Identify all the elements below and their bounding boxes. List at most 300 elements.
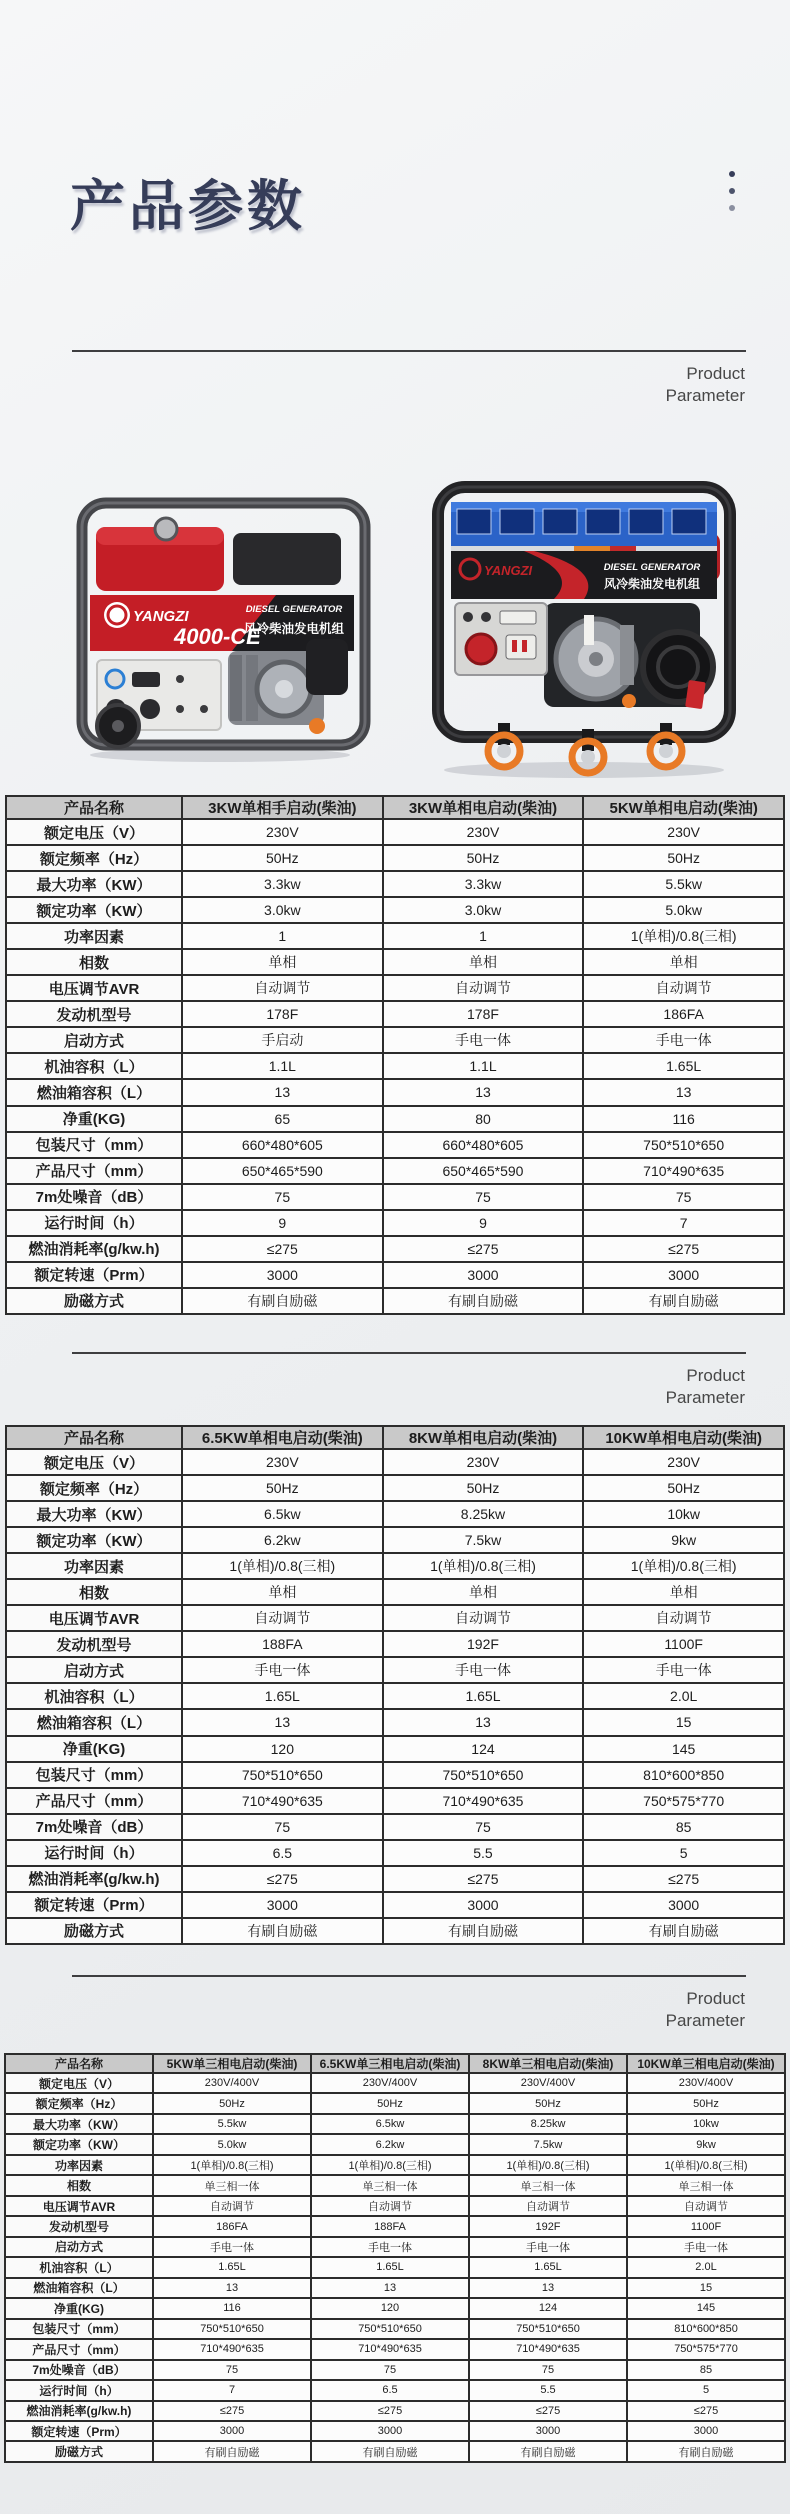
- spec-value: 75: [311, 2360, 469, 2380]
- spec-row: [6, 1840, 784, 1866]
- spec-value: 1(单相)/0.8(三相): [627, 2155, 785, 2175]
- spec-value: 750*575*770: [583, 1788, 784, 1814]
- spec-row: [5, 2278, 785, 2298]
- spec-row: [6, 1236, 784, 1262]
- spec-value: 50Hz: [583, 1475, 784, 1501]
- spec-value: 有刷自励磁: [627, 2441, 785, 2462]
- spec-row: [6, 1657, 784, 1683]
- spec-value: 5.5: [383, 1840, 584, 1866]
- spec-value: 7: [583, 1210, 784, 1236]
- spec-value: 3000: [583, 1262, 784, 1288]
- spec-row: [6, 949, 784, 975]
- spec-value: 145: [627, 2298, 785, 2318]
- spec-value: 710*490*635: [583, 1158, 784, 1184]
- spec-value: 120: [182, 1736, 383, 1762]
- spec-value: 自动调节: [311, 2196, 469, 2216]
- spec-value: 手电一体: [469, 2237, 627, 2257]
- spec-value: 50Hz: [383, 1475, 584, 1501]
- spec-row: [6, 1449, 784, 1475]
- spec-value: 65: [182, 1106, 383, 1132]
- spec-value: 230V/400V: [627, 2073, 785, 2093]
- feature-banner: [451, 502, 717, 551]
- spec-row-label: 7m处噪音（dB）: [6, 1184, 182, 1210]
- spec-row-label: 额定频率（Hz）: [6, 845, 182, 871]
- spec-row-label: 7m处噪音（dB）: [5, 2360, 153, 2380]
- caption-line1: Product: [686, 1366, 745, 1385]
- section-caption: [0, 1988, 790, 2032]
- spec-header-product: 3KW单相手启动(柴油): [182, 796, 383, 819]
- spec-value: 75: [583, 1184, 784, 1210]
- spec-value: 单相: [182, 1579, 383, 1605]
- spec-value: 1100F: [583, 1631, 784, 1657]
- spec-value: 230V: [383, 1449, 584, 1475]
- spec-value: 230V/400V: [153, 2073, 311, 2093]
- caption-line1: Product: [686, 1989, 745, 2008]
- spec-row-label: 相数: [5, 2175, 153, 2195]
- spec-value: 50Hz: [311, 2093, 469, 2113]
- spec-value: 9: [182, 1210, 383, 1236]
- spec-row: [5, 2175, 785, 2195]
- spec-value: 178F: [182, 1001, 383, 1027]
- spec-row-label: 电压调节AVR: [6, 1605, 182, 1631]
- spec-value: 3000: [627, 2421, 785, 2441]
- spec-value: 188FA: [311, 2216, 469, 2236]
- spec-value: 1.65L: [182, 1683, 383, 1709]
- spec-value: ≤275: [583, 1866, 784, 1892]
- spec-value: 230V: [182, 819, 383, 845]
- spec-row-label: 燃油箱容积（L）: [6, 1709, 182, 1735]
- spec-value: 1(单相)/0.8(三相): [311, 2155, 469, 2175]
- spec-value: 3.3kw: [383, 871, 584, 897]
- spec-header-product: 6.5KW单相电启动(柴油): [182, 1426, 383, 1449]
- spec-row: [6, 845, 784, 871]
- spec-value: 3000: [182, 1892, 383, 1918]
- spec-value: 3000: [153, 2421, 311, 2441]
- spec-value: 3000: [182, 1262, 383, 1288]
- spec-value: 6.5kw: [182, 1501, 383, 1527]
- spec-value: 手电一体: [153, 2237, 311, 2257]
- spec-row-label: 7m处噪音（dB）: [6, 1814, 182, 1840]
- spec-row: [6, 1736, 784, 1762]
- spec-value: 10kw: [627, 2114, 785, 2134]
- spec-value: 3000: [383, 1262, 584, 1288]
- spec-row-label: 产品尺寸（mm）: [6, 1788, 182, 1814]
- spec-value: 6.5: [182, 1840, 383, 1866]
- spec-value: 178F: [383, 1001, 584, 1027]
- spec-row-label: 包装尺寸（mm）: [6, 1762, 182, 1788]
- spec-value: 自动调节: [182, 975, 383, 1001]
- spec-value: 710*490*635: [182, 1788, 383, 1814]
- spec-value: 188FA: [182, 1631, 383, 1657]
- spec-value: 有刷自励磁: [469, 2441, 627, 2462]
- spec-value: 1.65L: [469, 2257, 627, 2277]
- spec-value: 2.0L: [627, 2257, 785, 2277]
- spec-value: 15: [627, 2278, 785, 2298]
- spec-value: 手电一体: [627, 2237, 785, 2257]
- spec-value: 5.0kw: [583, 897, 784, 923]
- spec-row: [5, 2216, 785, 2236]
- spec-row-label: 电压调节AVR: [6, 975, 182, 1001]
- spec-value: 230V/400V: [311, 2073, 469, 2093]
- spec-value: 750*510*650: [182, 1762, 383, 1788]
- spec-row-label: 额定转速（Prm）: [5, 2421, 153, 2441]
- spec-row: [6, 1788, 784, 1814]
- spec-row: [6, 1288, 784, 1314]
- spec-value: ≤275: [182, 1236, 383, 1262]
- spec-row: [5, 2380, 785, 2400]
- spec-value: ≤275: [383, 1866, 584, 1892]
- spec-value: 单相: [383, 949, 584, 975]
- spec-value: 120: [311, 2298, 469, 2318]
- spec-row: [5, 2196, 785, 2216]
- spec-row-label: 额定频率（Hz）: [5, 2093, 153, 2113]
- spec-row-label: 功率因素: [5, 2155, 153, 2175]
- spec-value: 3000: [383, 1892, 584, 1918]
- spec-value: 50Hz: [627, 2093, 785, 2113]
- fuel-tank: [96, 518, 224, 591]
- spec-value: 75: [182, 1184, 383, 1210]
- spec-header-product: 10KW单三相电启动(柴油): [627, 2054, 785, 2073]
- spec-value: 1.65L: [383, 1683, 584, 1709]
- brand-name-text: YANGZI: [133, 608, 189, 625]
- spec-row: [6, 1053, 784, 1079]
- divider-line: [72, 1352, 746, 1354]
- spec-value: 810*600*850: [583, 1762, 784, 1788]
- spec-row: [6, 1210, 784, 1236]
- spec-value: 有刷自励磁: [182, 1288, 383, 1314]
- spec-header-product: 5KW单相电启动(柴油): [583, 796, 784, 819]
- spec-row-label: 发动机型号: [6, 1631, 182, 1657]
- spec-row: [6, 1106, 784, 1132]
- spec-value: 单相: [583, 949, 784, 975]
- spec-value: 230V: [583, 819, 784, 845]
- spec-row: [6, 1762, 784, 1788]
- spec-value: 自动调节: [182, 1605, 383, 1631]
- spec-value: 自动调节: [583, 975, 784, 1001]
- spec-value: 750*510*650: [383, 1762, 584, 1788]
- spec-value: 8.25kw: [469, 2114, 627, 2134]
- section-caption: [0, 1365, 790, 1409]
- spec-value: 13: [311, 2278, 469, 2298]
- spec-row-label: 净重(KG): [5, 2298, 153, 2318]
- spec-value: 5.0kw: [153, 2134, 311, 2154]
- spec-value: 8.25kw: [383, 1501, 584, 1527]
- spec-value: 手电一体: [383, 1657, 584, 1683]
- spec-row: [6, 1553, 784, 1579]
- spec-value: 5.5kw: [153, 2114, 311, 2134]
- spec-value: 124: [469, 2298, 627, 2318]
- spec-header-row: [5, 2054, 785, 2073]
- spec-header-product: 3KW单相电启动(柴油): [383, 796, 584, 819]
- spec-value: 1(单相)/0.8(三相): [469, 2155, 627, 2175]
- spec-table-single-phase-small: [5, 795, 785, 1315]
- divider-line: [72, 1975, 746, 1977]
- spec-row: [6, 923, 784, 949]
- spec-row-label: 机油容积（L）: [5, 2257, 153, 2277]
- spec-value: 85: [583, 1814, 784, 1840]
- spec-value: 自动调节: [583, 1605, 784, 1631]
- spec-table-three-phase: [4, 2053, 786, 2463]
- spec-value: 3.0kw: [383, 897, 584, 923]
- wheel: [97, 705, 139, 747]
- spec-value: ≤275: [383, 1236, 584, 1262]
- spec-row-label: 机油容积（L）: [6, 1053, 182, 1079]
- spec-row: [6, 1605, 784, 1631]
- type-cn-text: 风冷柴油发电机组: [603, 577, 701, 591]
- spec-value: 750*510*650: [153, 2319, 311, 2339]
- spec-value: 1(单相)/0.8(三相): [383, 1553, 584, 1579]
- type-en-text: DIESEL GENERATOR: [603, 562, 701, 573]
- spec-row: [5, 2421, 785, 2441]
- spec-value: 15: [583, 1709, 784, 1735]
- product-images: [0, 455, 790, 785]
- spec-value: 75: [383, 1814, 584, 1840]
- spec-value: ≤275: [469, 2401, 627, 2421]
- spec-header-product: 8KW单相电启动(柴油): [383, 1426, 584, 1449]
- spec-value: 有刷自励磁: [153, 2441, 311, 2462]
- spec-value: ≤275: [182, 1866, 383, 1892]
- spec-value: 80: [383, 1106, 584, 1132]
- spec-value: 75: [383, 1184, 584, 1210]
- spec-value: 7.5kw: [383, 1527, 584, 1553]
- spec-value: 5.5: [469, 2380, 627, 2400]
- spec-value: 13: [182, 1709, 383, 1735]
- spec-value: ≤275: [583, 1236, 784, 1262]
- spec-row-label: 启动方式: [6, 1027, 182, 1053]
- spec-value: 660*480*605: [383, 1132, 584, 1158]
- spec-row-label: 启动方式: [6, 1657, 182, 1683]
- spec-row-label: 最大功率（KW）: [6, 1501, 182, 1527]
- spec-row: [5, 2073, 785, 2093]
- spec-value: 145: [583, 1736, 784, 1762]
- spec-value: 50Hz: [153, 2093, 311, 2113]
- spec-row: [6, 1184, 784, 1210]
- spec-header-name: 产品名称: [5, 2054, 153, 2073]
- brand-name-text: YANGZI: [484, 563, 533, 578]
- spec-row-label: 包装尺寸（mm）: [6, 1132, 182, 1158]
- spec-row: [5, 2401, 785, 2421]
- spec-row-label: 电压调节AVR: [5, 2196, 153, 2216]
- spec-row: [6, 1866, 784, 1892]
- spec-row-label: 额定功率（KW）: [6, 1527, 182, 1553]
- spec-value: 有刷自励磁: [383, 1288, 584, 1314]
- spec-row: [6, 1709, 784, 1735]
- spec-row-label: 净重(KG): [6, 1106, 182, 1132]
- spec-row: [5, 2319, 785, 2339]
- spec-value: 186FA: [153, 2216, 311, 2236]
- spec-row: [6, 897, 784, 923]
- spec-row-label: 燃油箱容积（L）: [5, 2278, 153, 2298]
- spec-value: 1(单相)/0.8(三相): [153, 2155, 311, 2175]
- spec-row: [5, 2134, 785, 2154]
- spec-header-product: 8KW单三相电启动(柴油): [469, 2054, 627, 2073]
- spec-value: 手启动: [182, 1027, 383, 1053]
- spec-value: 50Hz: [182, 1475, 383, 1501]
- spec-value: 6.2kw: [311, 2134, 469, 2154]
- spec-value: 50Hz: [182, 845, 383, 871]
- spec-row-label: 最大功率（KW）: [6, 871, 182, 897]
- spec-value: 手电一体: [311, 2237, 469, 2257]
- spec-value: 660*480*605: [182, 1132, 383, 1158]
- spec-value: 7.5kw: [469, 2134, 627, 2154]
- spec-value: 750*575*770: [627, 2339, 785, 2359]
- spec-row-label: 燃油消耗率(g/kw.h): [6, 1236, 182, 1262]
- spec-row-label: 发动机型号: [6, 1001, 182, 1027]
- spec-row-label: 产品尺寸（mm）: [6, 1158, 182, 1184]
- spec-value: 230V: [182, 1449, 383, 1475]
- spec-row-label: 额定电压（V）: [6, 1449, 182, 1475]
- spec-row: [5, 2093, 785, 2113]
- spec-value: 3000: [583, 1892, 784, 1918]
- spec-value: 750*510*650: [311, 2319, 469, 2339]
- spec-value: 1(单相)/0.8(三相): [583, 923, 784, 949]
- spec-value: 116: [153, 2298, 311, 2318]
- spec-header-product: 10KW单相电启动(柴油): [583, 1426, 784, 1449]
- spec-value: 自动调节: [383, 975, 584, 1001]
- spec-value: 75: [153, 2360, 311, 2380]
- spec-row-label: 额定功率（KW）: [5, 2134, 153, 2154]
- spec-value: 9: [383, 1210, 584, 1236]
- spec-row: [6, 1475, 784, 1501]
- spec-value: 1.65L: [311, 2257, 469, 2277]
- spec-row-label: 额定转速（Prm）: [6, 1262, 182, 1288]
- spec-row-label: 燃油箱容积（L）: [6, 1079, 182, 1105]
- spec-value: 9kw: [627, 2134, 785, 2154]
- spec-row: [6, 1132, 784, 1158]
- spec-value: 1.65L: [153, 2257, 311, 2277]
- spec-row-label: 最大功率（KW）: [5, 2114, 153, 2134]
- divider-line: [72, 350, 746, 352]
- spec-row: [6, 1892, 784, 1918]
- spec-row-label: 启动方式: [5, 2237, 153, 2257]
- spec-value: 手电一体: [583, 1657, 784, 1683]
- spec-row-label: 机油容积（L）: [6, 1683, 182, 1709]
- spec-value: 5: [627, 2380, 785, 2400]
- page-title: 产品参数: [70, 175, 307, 237]
- spec-value: 650*465*590: [182, 1158, 383, 1184]
- spec-value: 750*510*650: [583, 1132, 784, 1158]
- spec-row-label: 相数: [6, 1579, 182, 1605]
- spec-value: 单三相一体: [311, 2175, 469, 2195]
- spec-value: 13: [583, 1079, 784, 1105]
- spec-value: 710*490*635: [153, 2339, 311, 2359]
- spec-value: 单三相一体: [627, 2175, 785, 2195]
- spec-value: 9kw: [583, 1527, 784, 1553]
- spec-row: [6, 871, 784, 897]
- spec-row: [5, 2339, 785, 2359]
- spec-row-label: 运行时间（h）: [6, 1210, 182, 1236]
- spec-value: 单相: [583, 1579, 784, 1605]
- spec-value: 230V: [583, 1449, 784, 1475]
- spec-value: 124: [383, 1736, 584, 1762]
- spec-row: [6, 1501, 784, 1527]
- spec-value: 1100F: [627, 2216, 785, 2236]
- spec-value: 3000: [311, 2421, 469, 2441]
- spec-row-label: 励磁方式: [6, 1288, 182, 1314]
- spec-row-label: 包装尺寸（mm）: [5, 2319, 153, 2339]
- spec-value: 手电一体: [583, 1027, 784, 1053]
- spec-row: [5, 2360, 785, 2380]
- spec-row: [5, 2237, 785, 2257]
- spec-row: [6, 1579, 784, 1605]
- type-en-text: DIESEL GENERATOR: [245, 604, 343, 615]
- type-cn-text: 风冷柴油发电机组: [243, 622, 345, 636]
- spec-value: 单相: [383, 1579, 584, 1605]
- generator-image-red: [70, 493, 378, 765]
- model-text: 4000-CE: [174, 624, 261, 649]
- spec-row: [5, 2155, 785, 2175]
- spec-row: [6, 1918, 784, 1944]
- spec-value: 1: [383, 923, 584, 949]
- section-divider: [0, 1352, 790, 1409]
- spec-value: 单相: [182, 949, 383, 975]
- section-caption: [0, 363, 790, 407]
- spec-value: 有刷自励磁: [383, 1918, 584, 1944]
- brand-band: [451, 551, 717, 599]
- spec-value: 750*510*650: [469, 2319, 627, 2339]
- spec-value: 1.65L: [583, 1053, 784, 1079]
- spec-value: 13: [383, 1709, 584, 1735]
- caption-line2: Parameter: [665, 2011, 745, 2030]
- spec-value: 有刷自励磁: [182, 1918, 383, 1944]
- spec-row-label: 额定电压（V）: [5, 2073, 153, 2093]
- spec-value: 50Hz: [469, 2093, 627, 2113]
- spec-value: 1.1L: [182, 1053, 383, 1079]
- spec-value: 3000: [469, 2421, 627, 2441]
- spec-value: 手电一体: [182, 1657, 383, 1683]
- spec-row: [6, 1683, 784, 1709]
- spec-value: ≤275: [627, 2401, 785, 2421]
- spec-value: 6.5kw: [311, 2114, 469, 2134]
- spec-row: [6, 1079, 784, 1105]
- spec-header-product: 5KW单三相电启动(柴油): [153, 2054, 311, 2073]
- spec-row: [5, 2298, 785, 2318]
- spec-row: [6, 1027, 784, 1053]
- caption-line2: Parameter: [665, 386, 745, 405]
- spec-value: 230V: [383, 819, 584, 845]
- spec-value: 6.2kw: [182, 1527, 383, 1553]
- spec-value: 5: [583, 1840, 784, 1866]
- spec-header-row: [6, 1426, 784, 1449]
- spec-header-product: 6.5KW单三相电启动(柴油): [311, 2054, 469, 2073]
- spec-value: 5.5kw: [583, 871, 784, 897]
- spec-value: 810*600*850: [627, 2319, 785, 2339]
- spec-row-label: 燃油消耗率(g/kw.h): [6, 1866, 182, 1892]
- spec-value: 116: [583, 1106, 784, 1132]
- caption-line1: Product: [686, 364, 745, 383]
- engine: [228, 639, 348, 734]
- spec-row-label: 运行时间（h）: [5, 2380, 153, 2400]
- spec-value: ≤275: [311, 2401, 469, 2421]
- spec-header-row: [6, 796, 784, 819]
- spec-value: 2.0L: [583, 1683, 784, 1709]
- kebab-menu-icon[interactable]: [729, 171, 735, 211]
- spec-row: [5, 2441, 785, 2462]
- caption-line2: Parameter: [665, 1388, 745, 1407]
- spec-header-name: 产品名称: [6, 796, 182, 819]
- spec-row: [6, 1631, 784, 1657]
- spec-value: 单三相一体: [153, 2175, 311, 2195]
- spec-row-label: 功率因素: [6, 923, 182, 949]
- spec-value: 自动调节: [469, 2196, 627, 2216]
- spec-row-label: 燃油消耗率(g/kw.h): [5, 2401, 153, 2421]
- spec-row: [5, 2114, 785, 2134]
- spec-value: 186FA: [583, 1001, 784, 1027]
- spec-row-label: 励磁方式: [6, 1918, 182, 1944]
- spec-row-label: 相数: [6, 949, 182, 975]
- spec-value: 7: [153, 2380, 311, 2400]
- spec-value: 230V/400V: [469, 2073, 627, 2093]
